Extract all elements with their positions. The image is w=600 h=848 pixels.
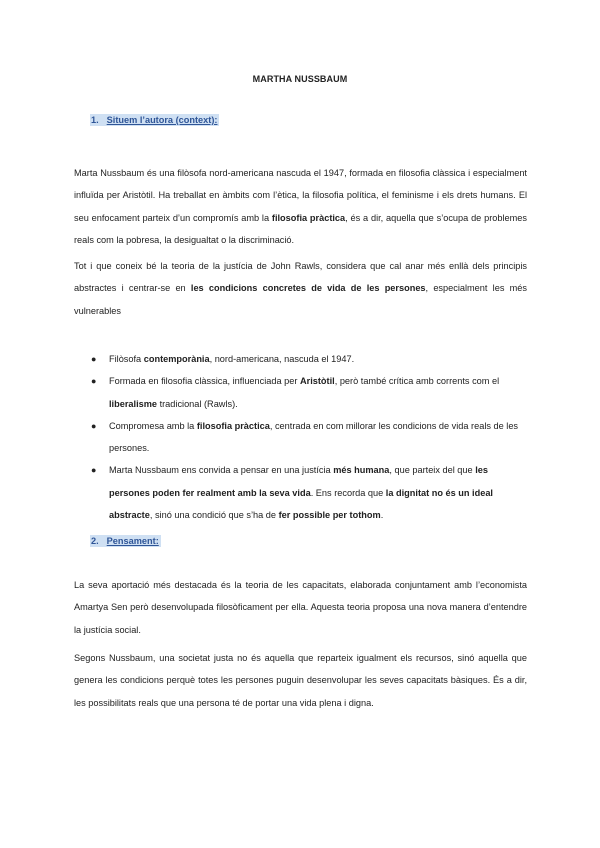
text-run: Marta Nussbaum ens convida a pensar en una justícia [109, 465, 334, 476]
bullet-dot-icon: ● [91, 376, 97, 387]
bold-run: les persones poden fer realment amb la seva vida [109, 465, 488, 498]
bold-run: la dignitat no és un ideal abstracte [109, 487, 493, 521]
bold-run: filosofia pràctica [196, 420, 270, 431]
text-run: Filòsofa [109, 354, 144, 364]
bold-run: filosofia pràctica [271, 212, 346, 223]
text-run: , que parteix del que [389, 465, 476, 476]
bold-run: liberalisme [109, 398, 158, 409]
text-run: . [380, 510, 384, 521]
bold-run: Aristòtil [300, 376, 335, 387]
bullet-dot-icon: ● [91, 420, 97, 431]
bold-run: fer possible per tothom [278, 510, 381, 521]
paragraph-intro [74, 162, 527, 251]
section-heading-thought [90, 535, 161, 547]
bullet-item [91, 459, 527, 526]
text-run: Formada en filosofia clàssica, influenciada per [109, 376, 300, 387]
document-title: MARTHA NUSSBAUM [252, 74, 348, 84]
text-run: , és a dir, aquella que s’ocupa de problemes reals com la pobresa, la desigualtat o la discriminació. [74, 212, 527, 245]
bullet-dot-icon: ● [91, 354, 97, 364]
section-heading-text: Pensament: [106, 536, 159, 546]
bullet-item [91, 415, 527, 460]
bullet-item [91, 370, 527, 415]
section-number: 2. [91, 536, 99, 546]
text-run: , nord-americana, nascuda el 1947. [209, 354, 355, 364]
paragraph-just-society: Segons Nussbaum, una societat justa no és aquella que reparteix igualment els recursos, sinó aquella que genera les condicions perquè totes les persones puguin desenvolupar les seves capacitats bàsiques. És a dir, les possibilitats reals que una persona té de portar una vida plena i digna. [74, 653, 527, 708]
text-run: , centrada en com millorar les condicions de vida reals de les persones. [109, 420, 519, 454]
bullet-item [91, 348, 527, 370]
text-run: Marta Nussbaum és una filòsofa nord-americana nascuda el 1947, formada en filosofia clàssica i especialment influïda per Aristòtil. Ha treballat en àmbits com l’ètica, la filosofia política, el feminisme i els drets humans. El seu enfocament parteix d’un compromís amb la [74, 168, 527, 223]
paragraph-rawls [74, 255, 527, 322]
text-run: , especialment les més vulnerables [74, 283, 527, 316]
section-heading-text: Situem l’autora (context): [106, 115, 218, 125]
text-run: Compromesa amb la [109, 420, 197, 431]
bullet-dot-icon: ● [91, 465, 97, 476]
bold-run: contemporània [143, 354, 210, 364]
text-run: Tot i que coneix bé la teoria de la justícia de John Rawls, considera que cal anar més enllà dels principis abstractes i centrar-se en [74, 261, 527, 294]
text-run: tradicional (Rawls). [157, 398, 238, 409]
section-heading-context [90, 114, 219, 126]
bullet-list [91, 348, 527, 526]
paragraph-capabilities: La seva aportació més destacada és la teoria de les capacitats, elaborada conjuntament amb l’economista Amartya Sen però desenvolupada filosòficament per ella. Aquesta teoria proposa una nova manera d’entendre la justícia social. [74, 580, 527, 635]
bold-run: més humana [333, 465, 390, 476]
bold-run: les condicions concretes de vida de les persones [190, 283, 426, 294]
section-number: 1. [91, 115, 99, 125]
text-run: , però també crítica amb corrents com el [334, 376, 500, 387]
text-run: , sinó una condició que s’ha de [149, 510, 279, 521]
text-run: . Ens recorda que [310, 487, 386, 498]
